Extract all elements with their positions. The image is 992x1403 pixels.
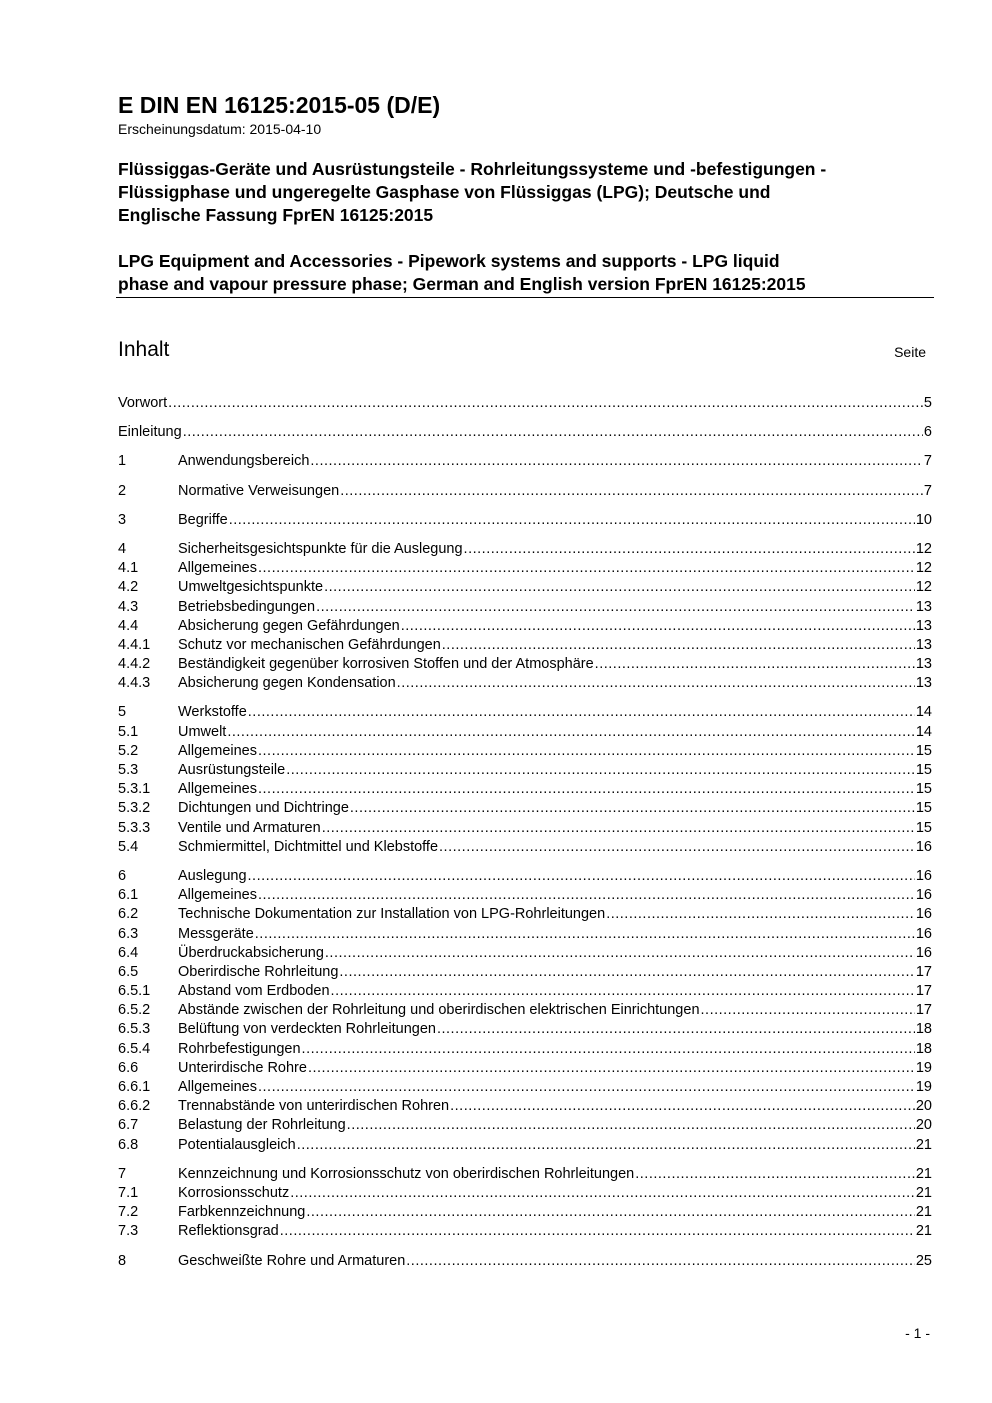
toc-entry-page: 15	[915, 742, 932, 759]
toc-dot-leader	[316, 598, 915, 617]
toc-entry-number: 7.1	[118, 1184, 139, 1201]
toc-dot-leader	[280, 1222, 915, 1241]
toc-entry[interactable]	[118, 674, 932, 693]
toc-dot-leader	[606, 905, 915, 924]
toc-entry-page: 16	[915, 867, 932, 884]
toc-entry-number: 6.7	[118, 1117, 139, 1134]
toc-entry-page: 14	[915, 723, 932, 740]
toc-entry-title: Umwelt	[178, 723, 227, 740]
toc-heading: Inhalt	[118, 338, 170, 361]
toc-group	[118, 867, 932, 1155]
toc-entry-page: 15	[915, 800, 932, 817]
title-english	[118, 250, 938, 296]
toc-dot-leader	[340, 482, 923, 501]
toc-entry-page: 13	[915, 636, 932, 653]
toc-entry[interactable]	[118, 723, 932, 742]
toc-entry-title: Allgemeines	[178, 887, 257, 904]
toc-entry[interactable]	[118, 963, 932, 982]
publication-date: Erscheinungsdatum: 2015-04-10	[118, 121, 322, 137]
toc-entry-number: 6.4	[118, 944, 139, 961]
toc-entry-title: Einleitung	[118, 424, 182, 441]
toc-entry[interactable]	[118, 598, 932, 617]
toc-entry-page: 25	[915, 1252, 932, 1269]
toc-entry-title: Ventile und Armaturen	[178, 819, 321, 836]
toc-entry-title: Absicherung gegen Gefährdungen	[178, 617, 400, 634]
toc-entry-title: Technische Dokumentation zur Installation von LPG-Rohrleitungen	[178, 906, 606, 923]
toc-entry[interactable]	[118, 838, 932, 857]
toc-entry-page: 17	[915, 983, 932, 1000]
toc-entry[interactable]	[118, 1136, 932, 1155]
toc-entry-title: Abstand vom Erdboden	[178, 983, 330, 1000]
toc-entry-page: 21	[915, 1204, 932, 1221]
toc-entry[interactable]	[118, 1203, 932, 1222]
toc-entry-page: 21	[915, 1136, 932, 1153]
toc-entry-page: 19	[915, 1079, 932, 1095]
toc-dot-leader	[258, 1078, 915, 1097]
toc-entry-page: 13	[915, 598, 932, 615]
toc-entry-title: Potentialausgleich	[178, 1136, 296, 1153]
toc-entry-page: 13	[915, 675, 932, 692]
toc-group	[118, 703, 932, 857]
toc-group	[118, 540, 932, 694]
toc-entry[interactable]	[118, 1184, 932, 1203]
toc-dot-leader	[325, 944, 915, 963]
toc-entry-page: 21	[915, 1165, 932, 1182]
toc-entry[interactable]	[118, 452, 932, 471]
toc-entry-page: 17	[915, 1002, 932, 1019]
toc-entry-title: Oberirdische Rohrleitung	[178, 963, 339, 980]
toc-entry-title: Dichtungen und Dichtringe	[178, 800, 349, 817]
toc-group	[118, 423, 932, 442]
toc-group	[118, 452, 932, 471]
toc-entry-number: 6.5	[118, 963, 139, 980]
page-number: - 1 -	[905, 1325, 930, 1341]
toc-entry-number: 6.5.4	[118, 1040, 151, 1057]
toc-entry-title: Reflektionsgrad	[178, 1223, 279, 1240]
toc-dot-leader	[442, 636, 915, 655]
toc-entry[interactable]	[118, 1165, 932, 1184]
toc-entry-number: 4.3	[118, 598, 139, 615]
toc-entry-title: Abstände zwischen der Rohrleitung und oberirdischen elektrischen Einrichtungen	[178, 1002, 700, 1019]
title-german	[118, 158, 938, 227]
toc-entry[interactable]	[118, 703, 932, 722]
toc-entry[interactable]	[118, 578, 932, 597]
toc-entry-title: Trennabstände von unterirdischen Rohren	[178, 1098, 450, 1115]
toc-entry-page: 12	[915, 560, 932, 577]
toc-entry-number: 5.3.3	[118, 819, 151, 836]
toc-entry-page: 18	[915, 1021, 932, 1038]
toc-dot-leader	[258, 559, 915, 578]
toc-entry-title: Schmiermittel, Dichtmittel und Klebstoffe	[178, 838, 439, 855]
toc-entry-number: 5.3.1	[118, 781, 151, 798]
toc-entry-number: 5.3.2	[118, 800, 151, 817]
toc-entry-number: 6.2	[118, 906, 139, 923]
toc-entry-title: Allgemeines	[178, 781, 257, 798]
toc-dot-leader	[347, 1116, 915, 1135]
toc-dot-leader	[258, 886, 915, 905]
toc-dot-leader	[701, 1001, 915, 1020]
toc-entry-page: 7	[923, 453, 932, 470]
title-divider	[116, 297, 934, 298]
toc-entry-number: 4.4	[118, 617, 139, 634]
toc-entry-number: 6.6	[118, 1059, 139, 1076]
toc-entry-page: 13	[915, 617, 932, 634]
toc-page-column-label: Seite	[894, 344, 926, 360]
toc-entry[interactable]	[118, 1059, 932, 1078]
toc-entry-title: Sicherheitsgesichtspunkte für die Auslegung	[178, 540, 463, 557]
toc-entry[interactable]	[118, 742, 932, 761]
toc-entry-title: Kennzeichnung und Korrosionsschutz von oberirdischen Rohrleitungen	[178, 1165, 635, 1182]
toc-entry-title: Allgemeines	[178, 560, 257, 577]
toc-entry-number: 6.5.3	[118, 1021, 151, 1038]
toc-entry[interactable]	[118, 905, 932, 924]
toc-entry[interactable]	[118, 636, 932, 655]
toc-dot-leader	[439, 838, 915, 857]
toc-entry[interactable]	[118, 511, 932, 530]
toc-entry-page: 20	[915, 1098, 932, 1115]
toc-entry-title: Beständigkeit gegenüber korrosiven Stoffen und der Atmosphäre	[178, 656, 594, 673]
toc-entry-number: 7.2	[118, 1204, 139, 1221]
toc-entry-title: Begriffe	[178, 511, 228, 528]
toc-dot-leader	[350, 799, 915, 818]
toc-dot-leader	[248, 703, 915, 722]
toc-entry[interactable]	[118, 1097, 932, 1116]
toc-dot-leader	[322, 819, 915, 838]
toc-entry[interactable]	[118, 559, 932, 578]
toc-dot-leader	[310, 452, 923, 471]
toc-entry[interactable]	[118, 761, 932, 780]
toc-entry-page: 6	[923, 424, 932, 441]
toc-entry-title: Belastung der Rohrleitung	[178, 1117, 346, 1134]
toc-dot-leader	[450, 1097, 915, 1116]
toc-entry-number: 4.4.2	[118, 656, 151, 673]
toc-entry-number: 6.1	[118, 887, 139, 904]
toc-entry-title: Betriebsbedingungen	[178, 598, 316, 615]
toc-entry[interactable]	[118, 982, 932, 1001]
toc-dot-leader	[297, 1136, 915, 1155]
toc-entry-number: 6.3	[118, 925, 139, 942]
toc-entry-number: 4.1	[118, 560, 139, 577]
toc-entry-title: Anwendungsbereich	[178, 453, 310, 470]
toc-dot-leader	[437, 1020, 915, 1039]
toc-dot-leader	[183, 423, 923, 442]
toc-dot-leader	[286, 761, 915, 780]
toc-dot-leader	[306, 1203, 914, 1222]
toc-entry-number: 5	[118, 704, 127, 721]
toc-entry-number: 2	[118, 482, 127, 499]
toc-entry-number: 5.4	[118, 838, 139, 855]
toc-entry-title: Absicherung gegen Kondensation	[178, 675, 396, 692]
toc-entry[interactable]	[118, 1116, 932, 1135]
toc-entry[interactable]	[118, 799, 932, 818]
toc-entry-page: 16	[915, 944, 932, 961]
toc-entry[interactable]	[118, 394, 932, 413]
toc-entry-number: 7.3	[118, 1223, 139, 1240]
title-german-line: Englische Fassung FprEN 16125:2015	[118, 205, 434, 225]
toc-entry-page: 16	[915, 887, 932, 904]
toc-dot-leader	[229, 511, 915, 530]
toc-entry[interactable]	[118, 925, 932, 944]
toc-entry-number: 8	[118, 1252, 127, 1269]
toc-entry-number: 3	[118, 511, 127, 528]
toc-entry-title: Überdruckabsicherung	[178, 944, 324, 961]
toc-entry-page: 7	[923, 482, 932, 499]
toc-dot-leader	[339, 963, 914, 982]
toc-entry[interactable]	[118, 780, 932, 799]
toc-entry-title: Umweltgesichtspunkte	[178, 579, 324, 596]
toc-dot-leader	[331, 982, 915, 1001]
toc-entry-title: Geschweißte Rohre und Armaturen	[178, 1252, 406, 1269]
toc-entry[interactable]	[118, 655, 932, 674]
toc-entry-number: 5.2	[118, 742, 139, 759]
toc-dot-leader	[227, 723, 915, 742]
toc-group	[118, 511, 932, 530]
toc-entry[interactable]	[118, 540, 932, 559]
table-of-contents	[118, 394, 932, 1271]
toc-entry-title: Allgemeines	[178, 1079, 257, 1095]
toc-entry-number: 4.4.1	[118, 636, 151, 653]
toc-dot-leader	[397, 674, 915, 693]
toc-entry[interactable]	[118, 886, 932, 905]
toc-entry-page: 15	[915, 781, 932, 798]
toc-entry[interactable]	[118, 1001, 932, 1020]
toc-entry-title: Korrosionsschutz	[178, 1184, 290, 1201]
toc-entry-page: 20	[915, 1117, 932, 1134]
toc-entry-number: 6.6.2	[118, 1098, 151, 1115]
toc-entry-title: Farbkennzeichnung	[178, 1204, 306, 1221]
toc-dot-leader	[258, 780, 915, 799]
toc-entry-page: 21	[915, 1184, 932, 1201]
toc-entry-number: 6.5.2	[118, 1002, 151, 1019]
toc-entry-title: Ausrüstungsteile	[178, 762, 286, 778]
toc-entry-title: Auslegung	[178, 867, 247, 884]
toc-entry-page: 15	[915, 819, 932, 836]
toc-dot-leader	[595, 655, 915, 674]
toc-entry[interactable]	[118, 482, 932, 501]
toc-dot-leader	[401, 617, 915, 636]
toc-entry-number: 6.8	[118, 1136, 139, 1153]
toc-entry-page: 19	[915, 1059, 932, 1076]
toc-entry-page: 12	[915, 540, 932, 557]
title-german-line: Flüssiggas-Geräte und Ausrüstungsteile - Rohrleitungssysteme und -befestigungen -	[118, 159, 827, 179]
toc-entry-page: 5	[923, 395, 932, 411]
toc-entry[interactable]	[118, 1078, 932, 1097]
toc-entry[interactable]	[118, 1020, 932, 1039]
toc-dot-leader	[258, 742, 915, 761]
toc-entry-number: 6.5.1	[118, 983, 151, 1000]
toc-entry[interactable]	[118, 1222, 932, 1241]
toc-entry-page: 16	[915, 838, 932, 855]
toc-entry-page: 10	[915, 511, 932, 528]
toc-entry[interactable]	[118, 423, 932, 442]
toc-entry[interactable]	[118, 1040, 932, 1059]
toc-entry-page: 12	[915, 579, 932, 596]
toc-group	[118, 482, 932, 501]
toc-entry[interactable]	[118, 944, 932, 963]
toc-entry-number: 4	[118, 540, 127, 557]
title-english-line: phase and vapour pressure phase; German and English version FprEN 16125:2015	[118, 274, 806, 294]
toc-entry-number: 6.6.1	[118, 1079, 151, 1095]
toc-dot-leader	[255, 925, 915, 944]
toc-entry-number: 7	[118, 1165, 127, 1182]
toc-dot-leader	[464, 540, 915, 559]
toc-dot-leader	[635, 1165, 915, 1184]
toc-entry-title: Unterirdische Rohre	[178, 1059, 307, 1076]
toc-entry-title: Belüftung von verdeckten Rohrleitungen	[178, 1021, 436, 1038]
toc-entry-title: Allgemeines	[178, 742, 257, 759]
toc-group	[118, 1252, 932, 1271]
toc-entry-page: 16	[915, 906, 932, 923]
document-title: E DIN EN 16125:2015-05 (D/E)	[118, 92, 441, 118]
title-english-line: LPG Equipment and Accessories - Pipework systems and supports - LPG liquid	[118, 251, 780, 271]
toc-entry-number: 4.2	[118, 579, 139, 596]
toc-entry[interactable]	[118, 867, 932, 886]
toc-entry-title: Rohrbefestigungen	[178, 1040, 301, 1057]
toc-dot-leader	[406, 1252, 915, 1271]
toc-entry-page: 21	[915, 1223, 932, 1240]
toc-entry-title: Messgeräte	[178, 925, 254, 942]
toc-dot-leader	[302, 1040, 915, 1059]
toc-group	[118, 394, 932, 413]
title-german-line: Flüssigphase und ungeregelte Gasphase von Flüssiggas (LPG); Deutsche und	[118, 182, 771, 202]
toc-entry-number: 1	[118, 453, 127, 470]
toc-dot-leader	[290, 1184, 915, 1203]
toc-entry-title: Schutz vor mechanischen Gefährdungen	[178, 636, 441, 653]
toc-entry-page: 15	[915, 762, 932, 778]
toc-entry[interactable]	[118, 617, 932, 636]
toc-dot-leader	[248, 867, 915, 886]
toc-entry-number: 6	[118, 867, 127, 884]
toc-dot-leader	[324, 578, 915, 597]
toc-entry-number: 5.1	[118, 723, 139, 740]
toc-dot-leader	[308, 1059, 915, 1078]
toc-entry[interactable]	[118, 1252, 932, 1271]
toc-entry-page: 18	[915, 1040, 932, 1057]
toc-entry-page: 13	[915, 656, 932, 673]
toc-entry-title: Werkstoffe	[178, 704, 247, 721]
toc-entry-number: 5.3	[118, 762, 139, 778]
toc-entry-title: Vorwort	[118, 395, 168, 411]
toc-dot-leader	[168, 394, 923, 413]
toc-entry-page: 17	[915, 963, 932, 980]
toc-entry[interactable]	[118, 819, 932, 838]
toc-entry-title: Normative Verweisungen	[178, 482, 340, 499]
toc-entry-page: 16	[915, 925, 932, 942]
toc-entry-number: 4.4.3	[118, 675, 151, 692]
toc-entry-page: 14	[915, 704, 932, 721]
toc-group	[118, 1165, 932, 1242]
